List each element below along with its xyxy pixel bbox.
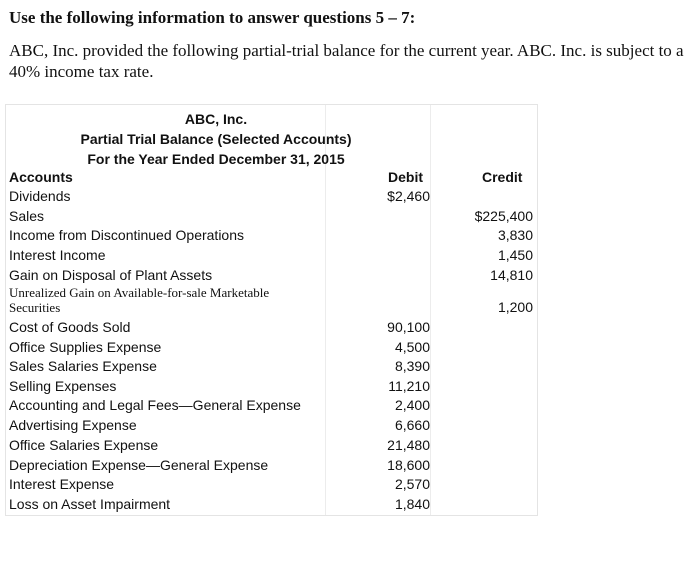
table-row: [6, 476, 537, 496]
table-title: Partial Trial Balance (Selected Accounts): [80, 131, 352, 147]
debit-value: $2,460: [387, 188, 430, 204]
accounts-header: Accounts: [9, 169, 73, 185]
debit-value: 4,500: [394, 339, 430, 355]
company-name: ABC, Inc.: [184, 111, 248, 127]
debit-value: 21,480: [387, 437, 430, 453]
account-name: Interest Income: [9, 247, 106, 263]
debit-value: 18,600: [387, 457, 430, 473]
account-name: Income from Discontinued Operations: [9, 227, 244, 243]
table-row: [6, 247, 537, 267]
account-name: Advertising Expense: [9, 417, 137, 433]
account-name: Sales Salaries Expense: [9, 358, 157, 374]
question-heading: Use the following information to answer questions 5 – 7:: [9, 8, 416, 27]
table-row: [6, 319, 537, 339]
debit-value: 2,400: [394, 397, 430, 413]
debit-value: 6,660: [394, 417, 430, 433]
table-row: [6, 227, 537, 247]
table-row: [6, 208, 537, 228]
table-row: [6, 417, 537, 437]
account-name: Office Supplies Expense: [9, 339, 162, 355]
credit-value: 1,200: [497, 299, 533, 315]
account-name: Depreciation Expense—General Expense: [9, 457, 269, 473]
account-name: Unrealized Gain on Available-for-sale Marketable Securities: [9, 285, 270, 315]
debit-header: Debit: [388, 169, 423, 185]
table-row: [6, 267, 537, 287]
credit-header: Credit: [482, 169, 523, 185]
debit-value: 1,840: [394, 496, 430, 512]
debit-value: 2,570: [394, 476, 430, 492]
account-name: Cost of Goods Sold: [9, 319, 131, 335]
table-period: For the Year Ended December 31, 2015: [87, 151, 345, 167]
credit-value: 1,450: [497, 247, 533, 263]
table-row: [6, 358, 537, 378]
table-row: [6, 378, 537, 398]
trial-balance-table: [5, 104, 538, 516]
table-row: [6, 285, 537, 319]
table-row: [6, 457, 537, 477]
table-row: [6, 339, 537, 359]
table-row: [6, 397, 537, 417]
account-name: Loss on Asset Impairment: [9, 496, 171, 512]
credit-value: 3,830: [497, 227, 533, 243]
table-row: [6, 496, 537, 516]
account-name: Accounting and Legal Fees—General Expense: [9, 397, 301, 413]
account-name: Selling Expenses: [9, 378, 117, 394]
account-name: Office Salaries Expense: [9, 437, 159, 453]
table-row: [6, 437, 537, 457]
account-name: Sales: [9, 208, 45, 224]
intro-paragraph: ABC, Inc. provided the following partial-trial balance for the current year. ABC. Inc. is subject to a 40% income tax rate.: [9, 41, 684, 81]
credit-value: $225,400: [474, 208, 533, 224]
debit-value: 11,210: [388, 378, 430, 394]
credit-value: 14,810: [490, 267, 533, 283]
debit-value: 90,100: [387, 319, 430, 335]
account-name: Gain on Disposal of Plant Assets: [9, 267, 213, 283]
debit-value: 8,390: [394, 358, 430, 374]
table-row: [6, 188, 537, 208]
account-name: Interest Expense: [9, 476, 115, 492]
account-name: Dividends: [9, 188, 71, 204]
